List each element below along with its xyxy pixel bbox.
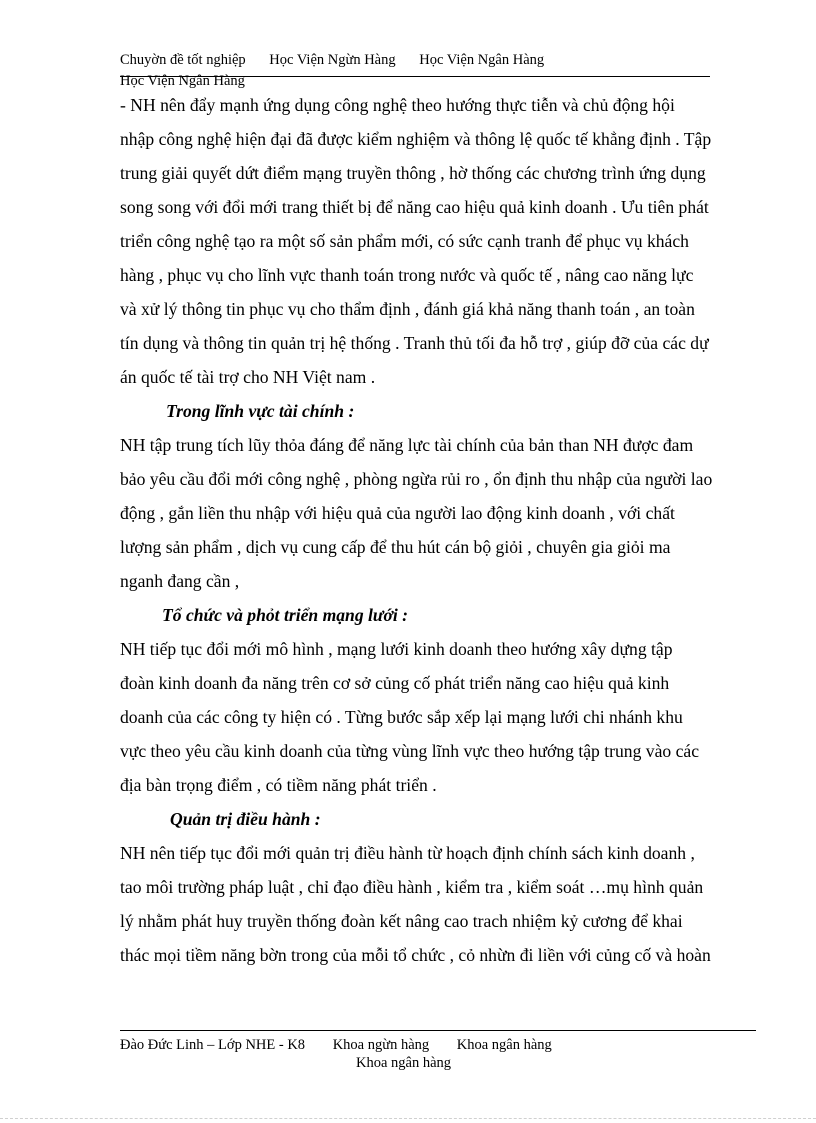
header-item: Học Viện Ngân Hàng	[419, 52, 545, 68]
paragraph-network	[120, 632, 760, 802]
header-item: Học Viện Ngừn Hàng	[269, 52, 396, 68]
footer-second-line: Khoa ngân hàng	[356, 1055, 452, 1071]
text-line: vực theo yêu cầu kinh doanh của từng vùng lĩnh vực theo hướng tập trung vào các	[120, 741, 700, 761]
text-line: thác mọi tiềm năng bờn trong của mỗi tổ chức , cỏ nhừn đi liền với củng cố và hoàn	[120, 945, 711, 965]
section-heading-management: Quản trị điều hành :	[170, 809, 321, 829]
text-line: trung giải quyết dứt điểm mạng truyền thông , hờ thống các chương trình ứng dụng	[120, 163, 706, 183]
text-line: nhập công nghệ hiện đại đã được kiểm nghiệm và thông lệ quốc tế khẳng định . Tập	[120, 129, 712, 149]
footer-item: Đào Đức Linh – Lớp NHE - K8	[120, 1037, 306, 1053]
text-line: động , gắn liền thu nhập với hiệu quả của người lao động kinh doanh , với chất	[120, 503, 675, 523]
header-line	[120, 52, 710, 69]
text-line: NH nên tiếp tục đổi mới quản trị điều hành từ hoạch định chính sách kinh doanh ,	[120, 843, 695, 863]
footer-line	[120, 1036, 756, 1054]
page-header	[120, 52, 710, 89]
paragraph-management	[120, 836, 760, 972]
text-line: án quốc tế tài trợ cho NH Việt nam .	[120, 367, 376, 387]
text-line: song song với đổi mới trang thiết bị để năng cao hiệu quả kinh doanh . Ưu tiên phát	[120, 197, 709, 217]
document-body	[120, 88, 760, 972]
header-item: Chuyờn đề tốt nghiệp	[120, 52, 246, 68]
text-line: bảo yêu cầu đổi mới công nghệ , phòng ngừa rủi ro , ổn định thu nhập của người lao	[120, 469, 713, 489]
section-heading-finance: Trong lĩnh vực tài chính :	[166, 401, 355, 421]
text-line: NH tiếp tục đổi mới mô hình , mạng lưới kinh doanh theo hướng xây dựng tập	[120, 639, 673, 659]
text-line: đoàn kinh doanh đa năng trên cơ sở củng cố phát triển năng cao hiệu quả kinh	[120, 673, 670, 693]
page-footer	[120, 1036, 756, 1072]
footer-item: Khoa ngừn hàng	[332, 1037, 430, 1053]
text-line: triển công nghệ tạo ra một số sản phẩm mới, có sức cạnh tranh để phục vụ khách	[120, 231, 689, 251]
text-line: nganh đang cần ,	[120, 571, 240, 591]
footer-divider	[120, 1030, 756, 1031]
text-line: NH tập trung tích lũy thỏa đáng để năng lực tài chính của bản than NH được đam	[120, 435, 694, 455]
text-line: lý nhằm phát huy truyền thống đoàn kết nâng cao trach nhiệm kỷ cương để khai	[120, 911, 683, 931]
text-line: địa bàn trọng điểm , có tiềm năng phát triển .	[120, 775, 437, 795]
text-line: tao môi trường pháp luật , chỉ đạo điều hành , kiểm tra , kiểm soát …mụ hình quản	[120, 877, 704, 897]
page-edge-divider	[0, 1118, 816, 1119]
section-heading-network: Tổ chức và phỏt triển mạng lưới :	[162, 605, 409, 625]
header-divider	[120, 76, 710, 77]
text-line: hàng , phục vụ cho lĩnh vực thanh toán trong nước và quốc tế , nâng cao năng lực	[120, 265, 694, 285]
text-line: tín dụng và thông tin quản trị hệ thống . Tranh thủ tối đa hỗ trợ , giúp đỡ của các dự	[120, 333, 709, 353]
paragraph-finance	[120, 428, 760, 598]
header-second-line: Học Viện Ngân Hàng	[120, 73, 245, 89]
footer-item: Khoa ngân hàng	[456, 1037, 552, 1053]
text-line: lượng sản phẩm , dịch vụ cung cấp để thu hút cán bộ giỏi , chuyên gia giỏi ma	[120, 537, 671, 557]
text-line: - NH nên đẩy mạnh ứng dụng công nghệ theo hướng thực tiễn và chủ động hội	[120, 95, 675, 115]
text-line: doanh của các công ty hiện có . Từng bước sắp xếp lại mạng lưới chi nhánh khu	[120, 707, 683, 727]
paragraph-technology	[120, 88, 760, 394]
text-line: và xử lý thông tin phục vụ cho thẩm định , đánh giá khả năng thanh toán , an toàn	[120, 299, 695, 319]
